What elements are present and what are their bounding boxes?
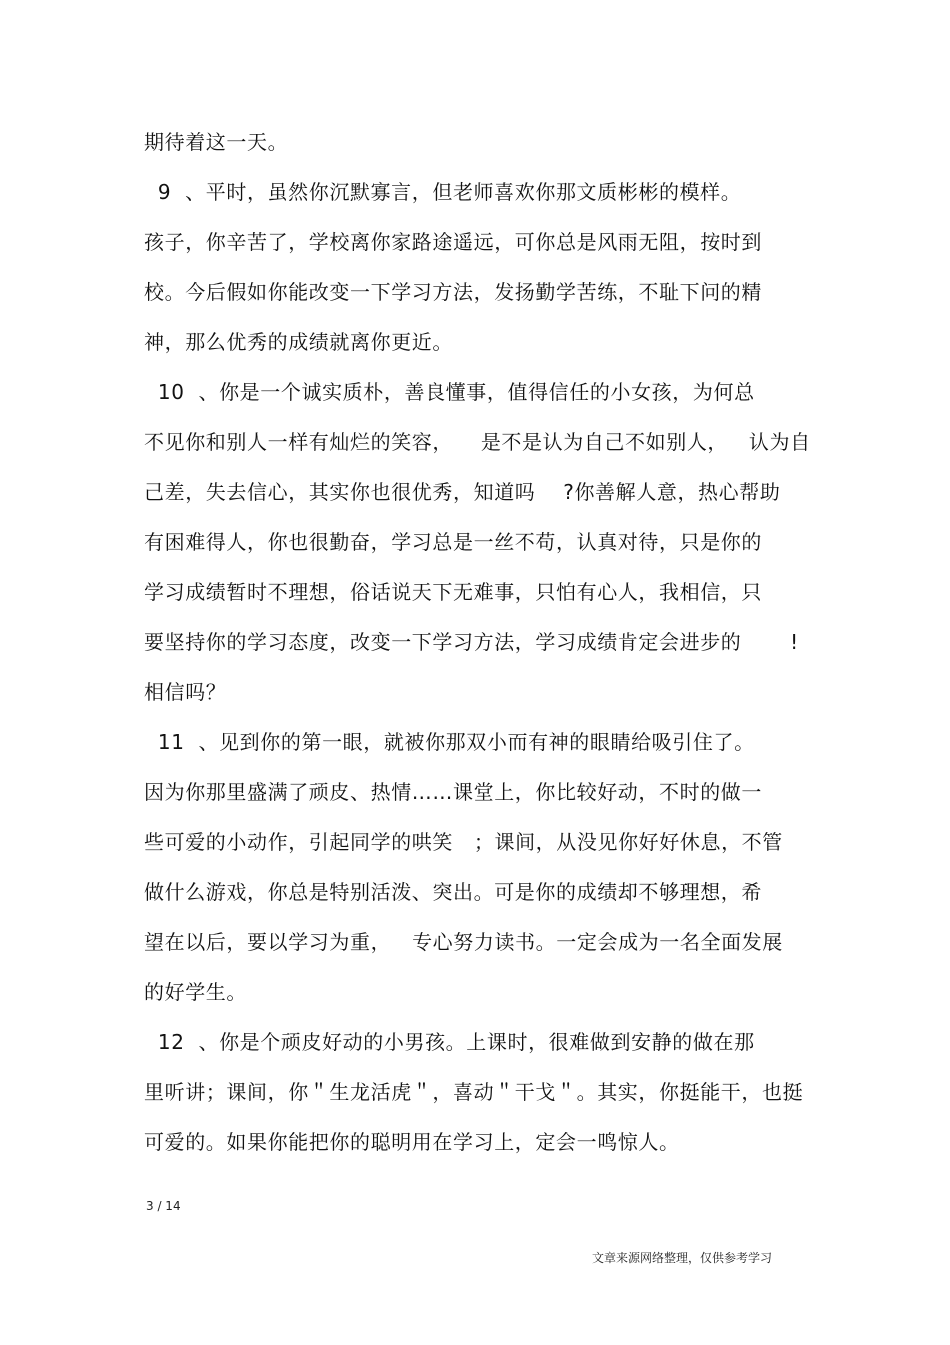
- paragraph-9-start: 9 、平时，虽然你沉默寡言，但老师喜欢你那文质彬彬的模样。: [144, 180, 742, 204]
- paragraph-12-start: 12 、你是个顽皮好动的小男孩。上课时，很难做到安静的做在那: [144, 1030, 755, 1054]
- text-line: 做什么游戏，你总是特别活泼、突出。可是你的成绩却不够理想，希: [144, 880, 762, 904]
- text-line: 期待着这一天。: [144, 130, 289, 154]
- paragraph-11-start: 11 、见到你的第一眼，就被你那双小而有神的眼睛给吸引住了。: [144, 730, 755, 754]
- text-line: 些可爱的小动作，引起同学的哄笑 ；课间，从没见你好好休息，不管: [144, 830, 783, 854]
- text-line: 不见你和别人一样有灿烂的笑容， 是不是认为自己不如别人， 认为自: [144, 430, 811, 454]
- text-line: 的好学生。: [144, 980, 247, 1004]
- text-line: 孩子，你辛苦了，学校离你家路途遥远，可你总是风雨无阻，按时到: [144, 230, 762, 254]
- paragraph-10-start: 10 、你是一个诚实质朴，善良懂事，值得信任的小女孩，为何总: [144, 380, 755, 404]
- text-line: 要坚持你的学习态度，改变一下学习方法，学习成绩肯定会进步的 !: [144, 630, 799, 654]
- text-line: 相信吗？: [144, 680, 227, 704]
- text-line: 己差，失去信心，其实你也很优秀，知道吗 ?你善解人意，热心帮助: [144, 480, 781, 504]
- text-line: 可爱的。如果你能把你的聪明用在学习上，定会一鸣惊人。: [144, 1130, 680, 1154]
- text-line: 望在以后，要以学习为重， 专心努力读书。一定会成为一名全面发展: [144, 930, 783, 954]
- source-note: 文章来源网络整理，仅供参考学习: [592, 1251, 773, 1265]
- text-line: 学习成绩暂时不理想，俗话说天下无难事，只怕有心人，我相信，只: [144, 580, 762, 604]
- text-line: 里听讲；课间，你＂生龙活虎＂，喜动＂干戈＂。其实，你挺能干，也挺: [144, 1080, 804, 1104]
- page-number: 3 / 14: [146, 1199, 181, 1213]
- text-line: 神，那么优秀的成绩就离你更近。: [144, 330, 453, 354]
- text-line: 有困难得人，你也很勤奋，学习总是一丝不苟，认真对待，只是你的: [144, 530, 762, 554]
- text-line: 校。今后假如你能改变一下学习方法，发扬勤学苦练，不耻下问的精: [144, 280, 762, 304]
- text-line: 因为你那里盛满了顽皮、热情……课堂上，你比较好动，不时的做一: [144, 780, 762, 804]
